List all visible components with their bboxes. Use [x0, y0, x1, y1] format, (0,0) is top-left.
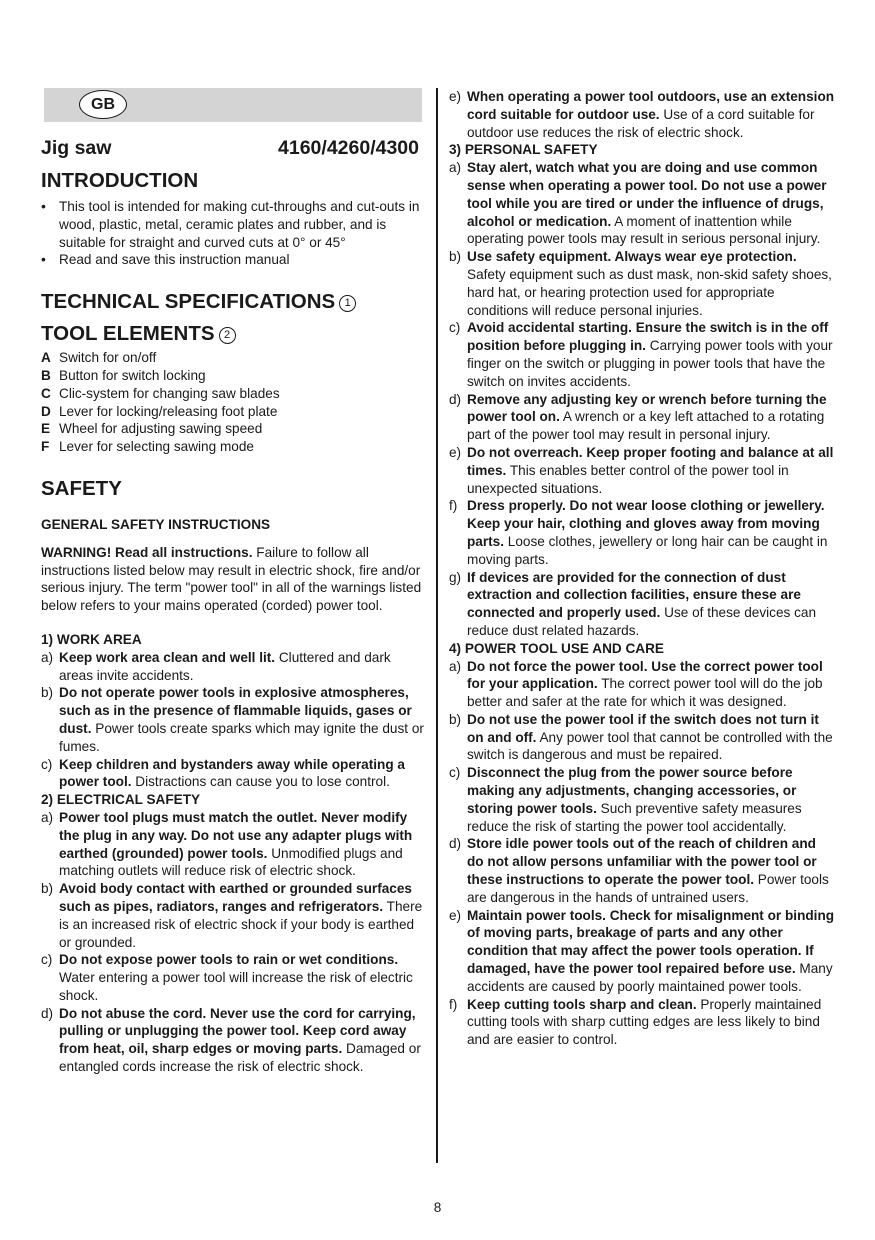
item-bold-text: If devices are provided for the connection of dust extraction and collection facilities, ensure these are connected and properly used. [467, 569, 801, 621]
item-body-text: The correct power tool will do the job better and safer at the rate for which it was designed. [467, 676, 823, 710]
electrical-item [449, 88, 835, 141]
product-name: Jig saw [41, 137, 112, 159]
tool-element-key: A [41, 350, 51, 366]
tool-use-item [449, 658, 835, 711]
electrical-item [41, 1005, 425, 1076]
item-body-text: Such preventive safety measures reduce the risk of starting the power tool accidentally. [467, 800, 802, 834]
warning-paragraph [41, 544, 425, 615]
tool-elements-heading [41, 321, 425, 347]
item-bold-text: Do not use the power tool if the switch does not turn it on and off. [467, 711, 819, 745]
tool-use-item [449, 764, 835, 835]
tool-use-item [449, 835, 835, 906]
title-row [41, 136, 425, 160]
personal-item [449, 248, 835, 319]
tool-use-heading: 4) POWER TOOL USE AND CARE [449, 640, 665, 656]
item-bold-text: Do not abuse the cord. Never use the cord for carrying, pulling or unplugging the power tool. Keep cord away from heat, oil, sharp edges or moving parts. [59, 1005, 416, 1057]
item-body-text: Unmodified plugs and matching outlets will reduce risk of electric shock. [59, 845, 403, 879]
personal-item [449, 391, 835, 444]
general-safety-heading: GENERAL SAFETY INSTRUCTIONS [41, 516, 271, 532]
tool-element-item [41, 349, 425, 367]
item-marker: c) [41, 952, 53, 968]
item-body-text: Any power tool that cannot be controlled with the switch is dangerous and must be repaired. [467, 729, 833, 763]
tool-element-text: Button for switch locking [59, 367, 206, 383]
item-bold-text: Dress properly. Do not wear loose clothing or jewellery. Keep your hair, clothing and gloves away from moving parts. [467, 498, 825, 549]
electrical-item [41, 951, 425, 1004]
introduction-heading: INTRODUCTION [41, 169, 199, 192]
work-area-item [41, 649, 425, 685]
item-body-text: Properly maintained cutting tools with sharp cutting edges are less likely to bind and are easier to control. [467, 996, 822, 1048]
item-bold-text: Keep cutting tools sharp and clean. [467, 996, 697, 1012]
model-numbers: 4160/4260/4300 [278, 137, 419, 159]
item-body-text: Damaged or entangled cords increase the risk of electric shock. [59, 1041, 421, 1075]
item-body-text: This enables better control of the power tool in unexpected situations. [467, 462, 789, 496]
item-body-text: Use of a cord suitable for outdoor use reduces the risk of electric shock. [467, 106, 815, 140]
item-bold-text: Power tool plugs must match the outlet. Never modify the plug in any way. Do not use any adapter plugs with earthed (grounded) power tools. [59, 809, 413, 861]
tool-element-text: Switch for on/off [59, 350, 157, 366]
warning-bold-text: WARNING! Read all instructions. [41, 544, 253, 560]
tool-element-text: Lever for selecting sawing mode [59, 439, 254, 455]
item-marker: d) [41, 1005, 54, 1021]
item-bold-text: Remove any adjusting key or wrench before turning the power tool on. [467, 391, 827, 425]
item-marker: d) [449, 836, 462, 852]
safety-heading: SAFETY [41, 476, 122, 500]
item-body-text: A moment of inattention while operating power tools may result in serious personal injury. [467, 213, 821, 247]
tool-element-item [41, 438, 425, 456]
item-bold-text: Do not force the power tool. Use the correct power tool for your application. [467, 658, 823, 692]
item-body-text: There is an increased risk of electric shock if your body is earthed or grounded. [59, 898, 423, 950]
item-bold-text: Store idle power tools out of the reach of children and do not allow persons unfamiliar with the power tool or these instructions to operate the power tool. [467, 836, 817, 888]
item-bold-text: Disconnect the plug from the power source before making any adjustments, changing accessories, or storing power tools. [467, 765, 797, 816]
item-marker: f) [449, 498, 458, 514]
right-column [449, 88, 835, 1049]
tool-use-item [449, 907, 835, 996]
tool-element-text: Wheel for adjusting sawing speed [59, 421, 263, 437]
item-body-text: Many accidents are caused by poorly maintained power tools. [467, 961, 833, 994]
item-bold-text: Avoid body contact with earthed or grounded surfaces such as pipes, radiators, ranges and refrigerators. [59, 881, 412, 914]
tech-specs-heading-text: TECHNICAL SPECIFICATIONS [41, 290, 336, 314]
tool-element-key: D [41, 403, 51, 419]
personal-item [449, 159, 835, 248]
introduction-bullet: • This tool is intended for making cut-throughs and cut-outs in wood, plastic, metal, ceramic plates and rubber, and is suitable for straight and curved cuts at 0° or 45° [41, 198, 425, 251]
item-bold-text: Use safety equipment. Always wear eye protection. [467, 249, 797, 265]
tool-element-text: Lever for locking/releasing foot plate [59, 403, 278, 419]
item-marker: e) [449, 907, 462, 923]
item-bold-text: Avoid accidental starting. Ensure the switch is in the off position before plugging in. [467, 320, 829, 354]
tool-element-item [41, 420, 425, 438]
item-marker: f) [449, 996, 458, 1012]
work-area-item [41, 684, 425, 755]
tech-specs-heading [41, 289, 425, 315]
tool-element-key: F [41, 439, 50, 455]
page-number: 8 [433, 1200, 442, 1215]
item-bold-text: Do not overreach. Keep proper footing and balance at all times. [467, 444, 834, 478]
tool-element-key: E [41, 421, 51, 437]
tool-element-text: Clic-system for changing saw blades [59, 385, 280, 401]
item-marker: b) [449, 249, 462, 265]
introduction-bullet: • Read and save this instruction manual [41, 251, 425, 269]
figure-ref-1: 1 [339, 295, 356, 312]
item-bold-text: Maintain power tools. Check for misalignment or binding of moving parts, breakage of parts and any other condition that may affect the power tools operation. If damaged, have the power tool repaired before use. [467, 907, 835, 977]
item-marker: b) [41, 881, 54, 897]
item-bold-text: Do not operate power tools in explosive atmospheres, such as in the presence of flammable liquids, gases or dust. [59, 685, 412, 736]
item-marker: g) [449, 569, 462, 585]
item-body-text: Cluttered and dark areas invite accidents. [59, 649, 391, 683]
item-body-text: A wrench or a key left attached to a rotating part of the power tool may result in personal injury. [467, 409, 825, 443]
personal-safety-heading: 3) PERSONAL SAFETY [449, 142, 598, 158]
item-marker: c) [449, 320, 461, 336]
left-column [41, 88, 425, 1076]
item-bold-text: Stay alert, watch what you are doing and use common sense when operating a power tool. Do not use a power tool while you are tired or under the influence of drugs, alcohol or medication. [467, 160, 827, 229]
electrical-item [41, 880, 425, 951]
electrical-item [41, 809, 425, 880]
item-body-text: Carrying power tools with your finger on the switch or plugging in power tools that have the switch on invites accidents. [467, 338, 833, 389]
personal-item [449, 569, 835, 640]
tool-element-item [41, 385, 425, 403]
item-marker: b) [41, 685, 54, 701]
tool-element-item [41, 403, 425, 421]
personal-item [449, 444, 835, 497]
item-bold-text: Keep children and bystanders away while operating a power tool. [59, 756, 405, 790]
item-body-text: Power tools are dangerous in the hands of untrained users. [467, 872, 829, 905]
item-marker: c) [41, 756, 53, 772]
item-marker: a) [41, 649, 54, 665]
language-bar [44, 88, 422, 122]
item-body-text: Water entering a power tool will increase the risk of electric shock. [59, 970, 413, 1003]
personal-item [449, 319, 835, 390]
introduction-list [41, 198, 425, 269]
language-badge: GB [79, 90, 127, 119]
item-bold-text: When operating a power tool outdoors, use an extension cord suitable for outdoor use. [467, 89, 835, 122]
column-divider [436, 88, 438, 1163]
item-marker: c) [449, 765, 461, 781]
figure-ref-2: 2 [219, 327, 236, 344]
tool-elements-heading-text: TOOL ELEMENTS [41, 322, 215, 346]
work-area-item [41, 756, 425, 792]
item-marker: a) [41, 809, 54, 825]
work-area-heading: 1) WORK AREA [41, 631, 142, 647]
item-marker: e) [449, 444, 462, 460]
electrical-safety-heading: 2) ELECTRICAL SAFETY [41, 792, 201, 808]
item-bold-text: Keep work area clean and well lit. [59, 649, 276, 665]
personal-item [449, 497, 835, 568]
tool-element-key: C [41, 385, 51, 401]
item-marker: e) [449, 89, 462, 104]
item-body-text: Loose clothes, jewellery or long hair can be caught in moving parts. [467, 533, 828, 567]
item-marker: a) [449, 658, 462, 674]
item-marker: b) [449, 711, 462, 727]
item-body-text: Distractions can cause you to lose control. [131, 774, 390, 790]
item-body-text: Safety equipment such as dust mask, non-skid safety shoes, hard hat, or hearing protection used for appropriate conditions will reduce personal injuries. [467, 266, 832, 318]
item-marker: a) [449, 160, 462, 176]
tool-element-item [41, 367, 425, 385]
item-body-text: Power tools create sparks which may ignite the dust or fumes. [59, 720, 424, 754]
warning-body-text: Failure to follow all instructions listed below may result in electric shock, fire and/or serious injury. The term "power tool" in all of the warnings listed below refers to your mains operated (corded) power tool. [41, 544, 422, 614]
tool-element-key: B [41, 367, 51, 383]
tool-use-item [449, 711, 835, 764]
item-bold-text: Do not expose power tools to rain or wet conditions. [59, 952, 399, 968]
item-marker: d) [449, 391, 462, 407]
tool-elements-list [41, 349, 425, 456]
item-body-text: Use of these devices can reduce dust related hazards. [467, 605, 817, 638]
tool-use-item [449, 996, 835, 1049]
